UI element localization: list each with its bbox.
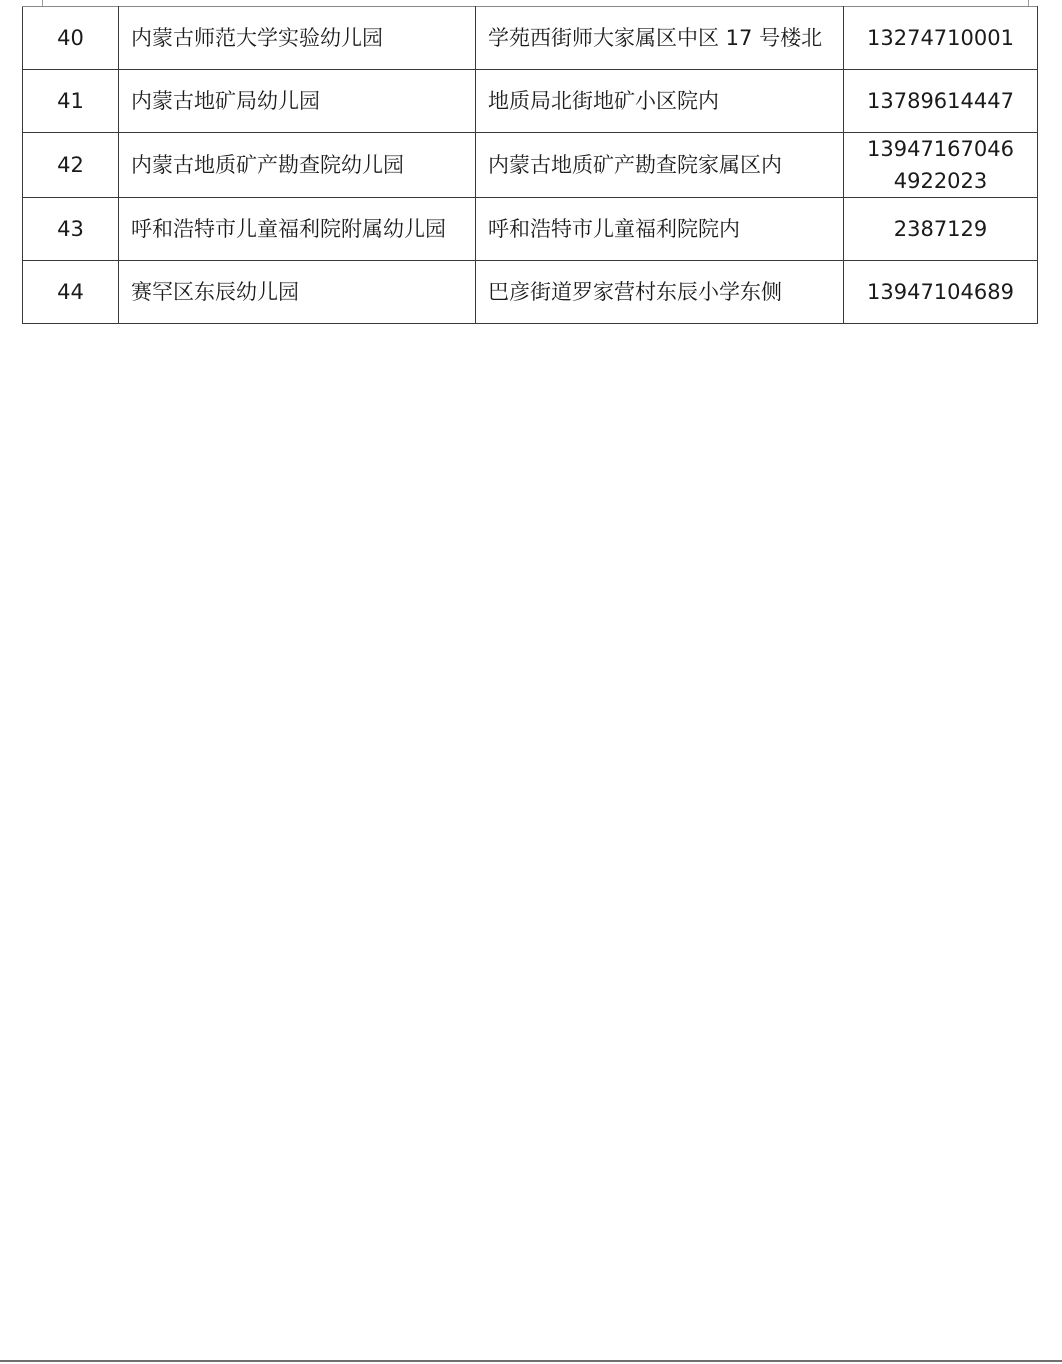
phone-cell: [844, 133, 1038, 198]
table-row: [23, 70, 1038, 133]
row-number-cell: 40: [23, 7, 119, 70]
phone-number: 13947104689: [867, 280, 1014, 304]
address-cell: 巴彦街道罗家营村东辰小学东侧: [476, 261, 844, 324]
row-number-cell: 41: [23, 70, 119, 133]
row-number-cell: 43: [23, 198, 119, 261]
kindergarten-name-cell: 内蒙古师范大学实验幼儿园: [119, 7, 476, 70]
phone-cell: [844, 261, 1038, 324]
phone-number: 2387129: [893, 217, 988, 241]
phone-cell: [844, 70, 1038, 133]
table-row: [23, 261, 1038, 324]
row-number-cell: 44: [23, 261, 119, 324]
address-cell: 呼和浩特市儿童福利院院内: [476, 198, 844, 261]
address-cell: 地质局北街地矿小区院内: [476, 70, 844, 133]
row-number-cell: 42: [23, 133, 119, 198]
table-row: [23, 198, 1038, 261]
table-row: [23, 133, 1038, 198]
kindergarten-name-cell: 内蒙古地质矿产勘查院幼儿园: [119, 133, 476, 198]
phone-number-secondary: 4922023: [893, 169, 988, 193]
page-bottom-edge: [0, 1360, 1062, 1362]
table-row: [23, 7, 1038, 70]
kindergarten-name-cell: 呼和浩特市儿童福利院附属幼儿园: [119, 198, 476, 261]
kindergarten-name-cell: 赛罕区东辰幼儿园: [119, 261, 476, 324]
address-cell: 学苑西街师大家属区中区 17 号楼北: [476, 7, 844, 70]
kindergarten-table: [22, 6, 1038, 324]
phone-number: 13789614447: [867, 89, 1014, 113]
phone-number: 13947167046: [867, 137, 1014, 161]
kindergarten-name-cell: 内蒙古地矿局幼儿园: [119, 70, 476, 133]
phone-number: 13274710001: [867, 26, 1014, 50]
phone-cell: [844, 198, 1038, 261]
address-cell: 内蒙古地质矿产勘查院家属区内: [476, 133, 844, 198]
phone-cell: [844, 7, 1038, 70]
